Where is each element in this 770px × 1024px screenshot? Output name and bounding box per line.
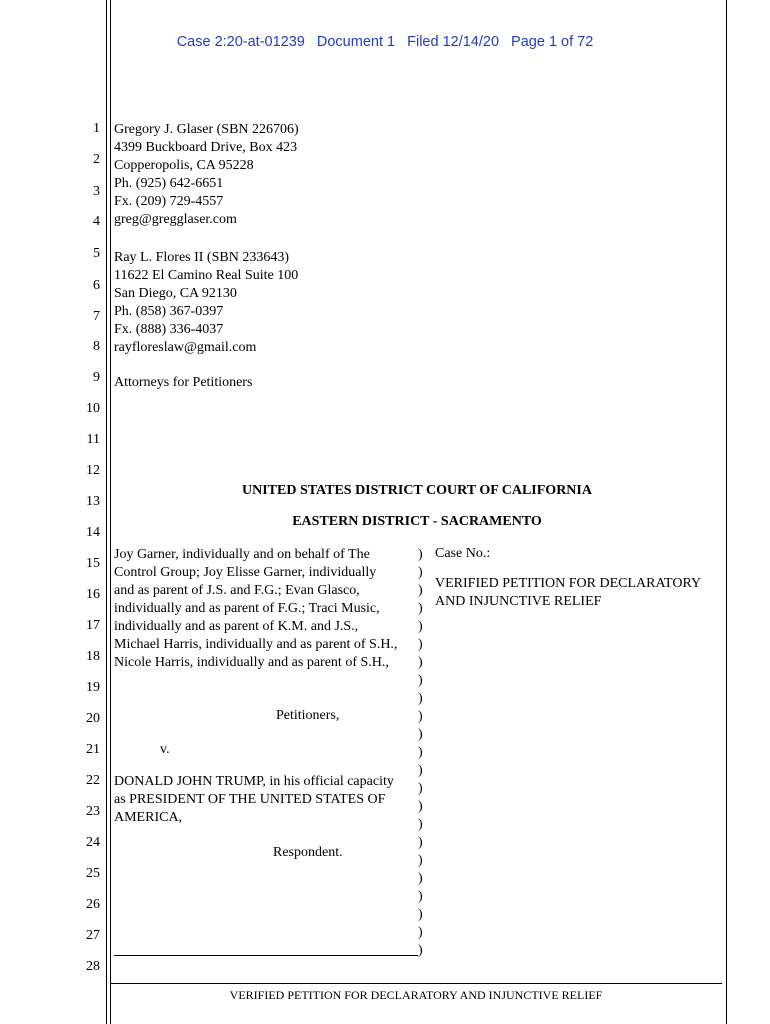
caption-parenthesis: ) <box>418 889 423 904</box>
attorney-line: Ph. (925) 642-6651 <box>114 176 224 191</box>
attorney-line: Gregory J. Glaser (SBN 226706) <box>114 122 299 137</box>
line-number: 25 <box>86 866 100 881</box>
line-number: 28 <box>86 959 100 974</box>
header-case-number: Case 2:20-at-01239 <box>176 34 305 50</box>
ecf-header <box>0 34 770 50</box>
caption-parenthesis: ) <box>418 547 423 562</box>
attorney-line: Copperopolis, CA 95228 <box>114 158 254 173</box>
caption-parenthesis: ) <box>418 691 423 706</box>
attorney-block-flores <box>114 249 298 357</box>
case-number-label: Case No.: <box>435 546 491 561</box>
line-number: 7 <box>93 309 100 324</box>
attorney-line: San Diego, CA 92130 <box>114 286 237 301</box>
line-number: 10 <box>86 401 100 416</box>
header-page: Page 1 of 72 <box>511 34 594 50</box>
line-number: 1 <box>93 121 100 136</box>
petitioner-line: Michael Harris, individually and as parent of S.H., <box>114 637 398 652</box>
court-district: EASTERN DISTRICT - SACRAMENTO <box>292 514 542 529</box>
petitioner-line: Joy Garner, individually and on behalf of The <box>114 547 370 562</box>
petitioner-line: Nicole Harris, individually and as parent of S.H., <box>114 655 389 670</box>
line-number: 17 <box>86 618 100 633</box>
line-number: 13 <box>86 494 100 509</box>
caption-parenthesis: ) <box>418 943 423 958</box>
line-number: 27 <box>86 928 100 943</box>
line-number: 3 <box>93 184 100 199</box>
line-number: 19 <box>86 680 100 695</box>
caption-parenthesis: ) <box>418 907 423 922</box>
respondent-label: Respondent. <box>273 845 343 860</box>
attorney-block-glaser <box>114 121 299 229</box>
line-number: 5 <box>93 246 100 261</box>
caption-parenthesis: ) <box>418 727 423 742</box>
left-margin-rule <box>106 0 107 1024</box>
caption-parenthesis: ) <box>418 601 423 616</box>
line-number: 12 <box>86 463 100 478</box>
document-title-line: AND INJUNCTIVE RELIEF <box>435 594 602 609</box>
line-number: 4 <box>93 214 100 229</box>
right-margin-rule <box>726 0 727 1024</box>
line-number: 18 <box>86 649 100 664</box>
caption-parenthesis: ) <box>418 835 423 850</box>
attorney-line: Fx. (888) 336-4037 <box>114 322 224 337</box>
petitioner-line: and as parent of J.S. and F.G.; Evan Glasco, <box>114 583 360 598</box>
petitioner-line: individually and as parent of F.G.; Traci Music, <box>114 601 380 616</box>
attorney-line: Ph. (858) 367-0397 <box>114 304 224 319</box>
caption-parenthesis: ) <box>418 871 423 886</box>
caption-parenthesis: ) <box>418 817 423 832</box>
caption-parenthesis: ) <box>418 709 423 724</box>
respondent-block <box>114 773 394 827</box>
petitioners-block <box>114 546 397 672</box>
attorney-line: Fx. (209) 729-4557 <box>114 194 224 209</box>
line-number: 26 <box>86 897 100 912</box>
line-number: 11 <box>86 432 100 447</box>
footer-title: VERIFIED PETITION FOR DECLARATORY AND INJUNCTIVE RELIEF <box>229 988 603 1002</box>
caption-parenthesis: ) <box>418 763 423 778</box>
line-number: 21 <box>86 742 100 757</box>
line-number: 23 <box>86 804 100 819</box>
line-number: 20 <box>86 711 100 726</box>
court-name: UNITED STATES DISTRICT COURT OF CALIFORNIA <box>242 483 592 498</box>
header-filed-date: Filed 12/14/20 <box>407 34 500 50</box>
attorneys-for-label: Attorneys for Petitioners <box>114 375 253 390</box>
caption-bottom-rule <box>114 955 418 956</box>
caption-parenthesis: ) <box>418 853 423 868</box>
line-number: 14 <box>86 525 100 540</box>
attorney-line: Ray L. Flores II (SBN 233643) <box>114 250 289 265</box>
line-number: 2 <box>93 152 100 167</box>
respondent-line: DONALD JOHN TRUMP, in his official capacity <box>114 774 394 789</box>
respondent-line: AMERICA, <box>114 810 183 825</box>
header-document: Document 1 <box>316 34 396 50</box>
line-number: 24 <box>86 835 100 850</box>
caption-parenthesis: ) <box>418 583 423 598</box>
caption-parenthesis: ) <box>418 619 423 634</box>
attorney-line: 11622 El Camino Real Suite 100 <box>114 268 299 283</box>
attorney-email: greg@gregglaser.com <box>114 212 237 227</box>
versus-label: v. <box>160 742 170 757</box>
petitioner-line: Control Group; Joy Elisse Garner, individually <box>114 565 377 580</box>
caption-parenthesis: ) <box>418 565 423 580</box>
respondent-line: as PRESIDENT OF THE UNITED STATES OF <box>114 792 386 807</box>
caption-parenthesis: ) <box>418 745 423 760</box>
petitioners-label: Petitioners, <box>276 708 340 723</box>
document-title <box>435 575 701 611</box>
line-number: 15 <box>86 556 100 571</box>
line-number: 16 <box>86 587 100 602</box>
attorney-email: rayfloreslaw@gmail.com <box>114 340 257 355</box>
document-title-line: VERIFIED PETITION FOR DECLARATORY <box>435 576 702 591</box>
line-number: 6 <box>93 278 100 293</box>
line-number: 9 <box>93 370 100 385</box>
caption-parenthesis: ) <box>418 673 423 688</box>
left-margin-rule-inner <box>110 0 111 1024</box>
caption-parenthesis: ) <box>418 655 423 670</box>
line-number: 22 <box>86 773 100 788</box>
caption-parenthesis: ) <box>418 799 423 814</box>
attorney-line: 4399 Buckboard Drive, Box 423 <box>114 140 298 155</box>
petitioner-line: individually and as parent of K.M. and J.S., <box>114 619 359 634</box>
caption-parenthesis: ) <box>418 781 423 796</box>
caption-parenthesis: ) <box>418 637 423 652</box>
caption-parenthesis: ) <box>418 925 423 940</box>
footer-rule <box>110 983 722 984</box>
line-number: 8 <box>93 339 100 354</box>
